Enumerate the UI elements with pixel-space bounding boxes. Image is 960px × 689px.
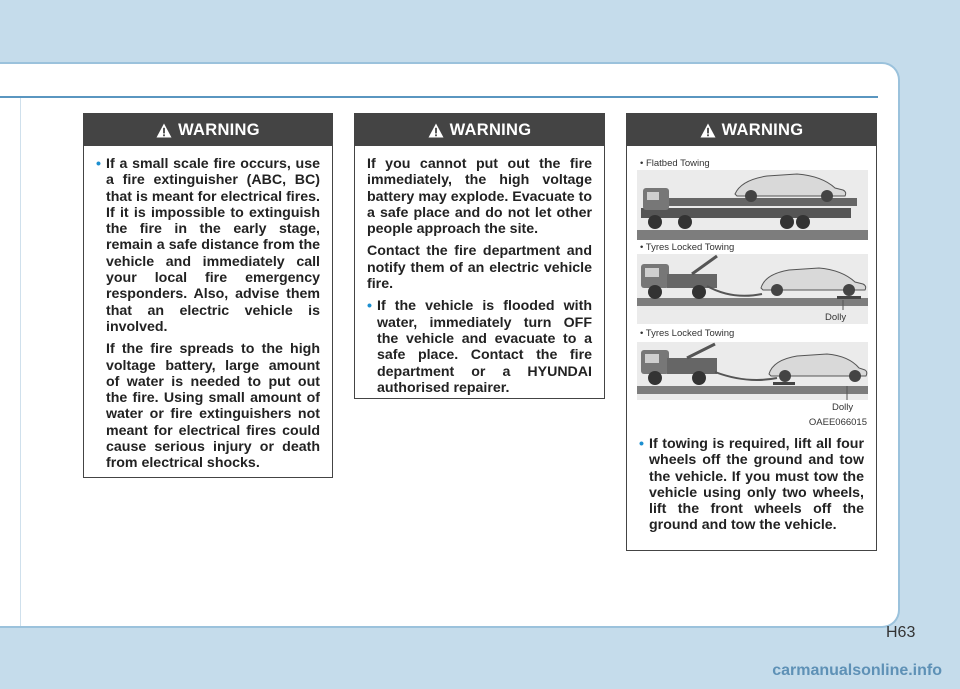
dolly-label: Dolly <box>832 402 854 413</box>
warning-title: WARNING <box>449 120 532 139</box>
figure-caption: • Flatbed Towing <box>640 158 710 169</box>
bullet-dot: • <box>367 298 372 315</box>
warning-triangle-icon <box>700 123 716 138</box>
page-number: H63 <box>886 624 916 641</box>
warning-box-3 <box>626 113 877 551</box>
paragraph: If you cannot put out the fire immediately, the high voltage battery may explode. Evacuate to a safe place and do not let other people approach the site. <box>367 156 592 238</box>
list-item <box>96 156 320 335</box>
left-margin-line <box>20 98 21 626</box>
warning-box-1 <box>83 113 333 478</box>
figure-caption: • Tyres Locked Towing <box>640 328 735 339</box>
warning-header <box>627 114 876 146</box>
dolly-label: Dolly <box>825 312 847 323</box>
list-item <box>639 436 864 534</box>
bullet-dot: • <box>96 156 101 172</box>
warning-title: WARNING <box>178 120 260 139</box>
warning-header <box>355 114 604 146</box>
warning-triangle-icon <box>156 123 172 138</box>
top-rule <box>0 96 878 98</box>
figure-code: OAEE066015 <box>808 417 867 428</box>
warning-box-2 <box>354 113 605 399</box>
flatbed-towing-illustration <box>637 156 868 240</box>
paragraph: If the fire spreads to the high voltage battery, large amount of water is needed to put out the fire. Using small amount of water or fire extinguishers not meant for electrical fires could cause serious injury or death from electrical shocks. <box>106 341 320 472</box>
list-item <box>367 298 592 396</box>
bullet-text: If towing is required, lift all four wheels off the ground and tow the vehicle. If you must tow the vehicle using only two wheels, lift the front wheels off the ground and tow the vehicle. <box>649 436 864 534</box>
figure-caption: • Tyres Locked Towing <box>640 242 735 253</box>
towing-figure <box>627 146 876 428</box>
paragraph: Contact the fire department and notify them of an electric vehicle fire. <box>367 243 592 293</box>
bullet-dot: • <box>639 436 644 452</box>
warning-triangle-icon <box>428 123 444 138</box>
warning-header <box>84 114 332 146</box>
bullet-text: If a small scale fire occurs, use a fire extinguisher (ABC, BC) that is meant for electrical fires. If it is impossible to extinguish the fire in the early stage, remain a safe distance from the vehicle and immediately call your local fire emergency responders. Also, advise them that an electric vehicle is involved. <box>106 156 320 335</box>
warning-title: WARNING <box>721 120 804 139</box>
footer-watermark: carmanualsonline.info <box>772 662 942 679</box>
bullet-text: If the vehicle is flooded with water, immediately turn OFF the vehicle and evacuate to a safe place. Contact the fire department or a HYUNDAI authorised repairer. <box>377 298 592 396</box>
